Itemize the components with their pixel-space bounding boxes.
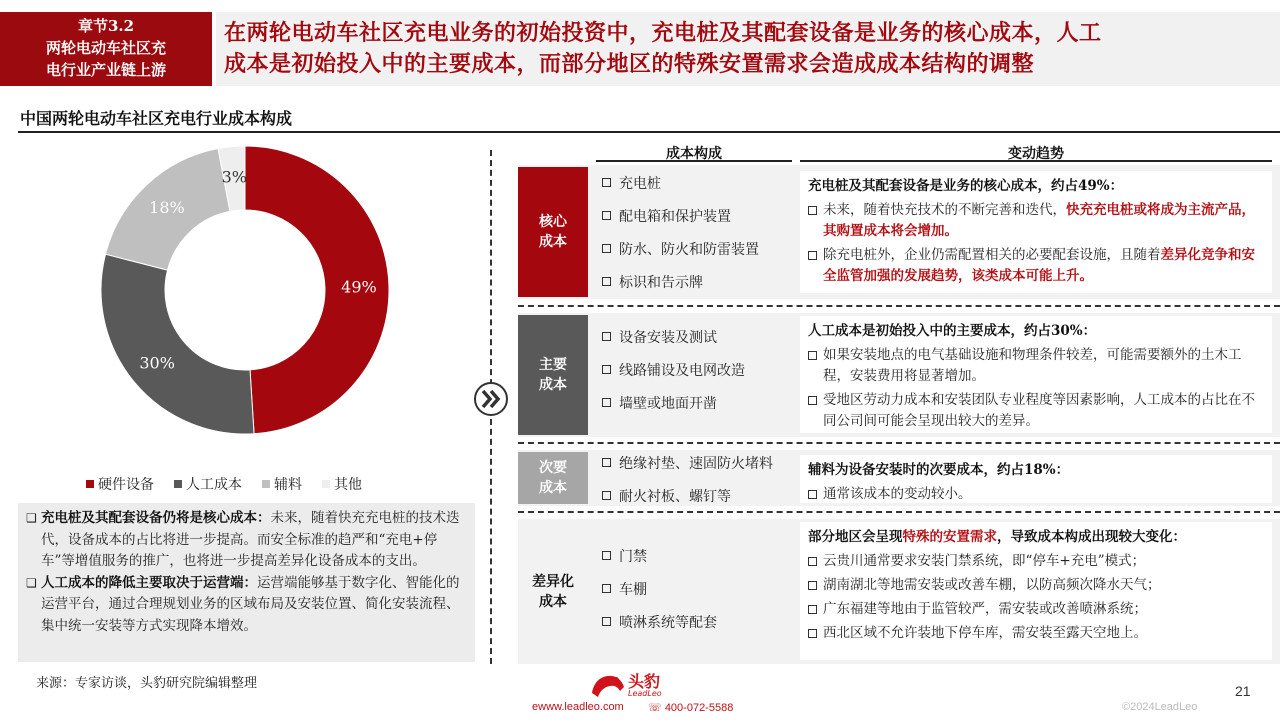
cost-item-label: 标识和告示牌 — [619, 274, 703, 291]
category-label: 成本 — [539, 593, 567, 610]
note-labor-bold: 人工成本的降低主要取决于运营端： — [41, 574, 257, 591]
trend-text: 云贵川通常要求安装门禁系统，即“停车+充电”模式； — [823, 553, 1146, 569]
trend-heading: 辅料为设备安装时的次要成本，约占18%： — [808, 462, 1070, 478]
cost-list-differentiated — [602, 539, 717, 638]
trend-text: 通常该成本的变动较小。 — [823, 486, 972, 502]
cost-list-secondary — [602, 446, 773, 512]
cost-item-label: 线路铺设及电网改造 — [619, 362, 745, 379]
checkbox-icon — [808, 490, 817, 499]
checkbox-icon — [808, 251, 817, 260]
cost-item-label: 配电箱和保护装置 — [619, 208, 731, 225]
chevron-shape — [476, 384, 506, 414]
category-label: 成本 — [539, 234, 567, 250]
legend-swatch-labor — [174, 480, 182, 488]
legend-label-other: 其他 — [334, 477, 362, 493]
category-main-cost — [518, 315, 588, 435]
list-item — [602, 166, 759, 199]
header-rule-trend — [800, 160, 1272, 162]
checkbox-icon — [808, 605, 817, 614]
checkbox-icon — [808, 557, 817, 566]
trend-heading-post: ，导致成本构成出现较大变化： — [997, 529, 1186, 545]
checkbox-icon — [808, 396, 817, 405]
trend-differentiated-cost — [800, 522, 1272, 660]
slice-hardware-label: 49% — [341, 277, 377, 297]
checkbox-icon — [602, 491, 611, 500]
cost-item-label: 设备安装及测试 — [619, 329, 717, 346]
brand-subtitle: LeadLeo — [628, 689, 662, 698]
trend-text: 除充电桩外，企业仍需配置相关的必要配套设施，且随着 — [823, 247, 1161, 263]
list-item — [602, 539, 717, 572]
checkbox-icon — [808, 581, 817, 590]
phone-text: 400-072-5588 — [664, 702, 734, 714]
list-item — [602, 446, 773, 479]
trend-bullet — [808, 345, 1264, 387]
trend-bullet — [808, 484, 1264, 505]
footer-phone — [648, 701, 733, 714]
chapter-title-line2: 电行业产业链上游 — [45, 61, 166, 79]
copyright: ©2024LeadLeo — [1122, 701, 1198, 713]
list-item — [602, 572, 717, 605]
checkbox-icon — [602, 178, 611, 187]
trend-heading: 充电桩及其配套设备是业务的核心成本，约占49%： — [808, 178, 1124, 194]
row-divider — [518, 305, 1280, 307]
legend-label-materials: 辅料 — [274, 477, 302, 493]
trend-heading: 人工成本是初始投入中的主要成本，约占30%： — [808, 323, 1097, 339]
trend-text: 受地区劳动力成本和安装团队专业程度等因素影响，人工成本的占比在不同公司间可能会呈现出较大的差异。 — [823, 392, 1255, 429]
list-item — [602, 386, 745, 419]
checkbox-icon — [602, 617, 611, 626]
brand-name: 头豹 — [628, 672, 661, 691]
cost-item-label: 喷淋系统等配套 — [619, 614, 717, 631]
section-title: 中国两轮电动车社区充电行业成本构成 — [20, 109, 293, 128]
category-label: 次要 — [539, 460, 567, 476]
legend-swatch-materials — [262, 480, 270, 488]
trend-heading — [808, 527, 1264, 548]
legend-label-hardware: 硬件设备 — [98, 477, 154, 493]
trend-secondary-cost — [800, 455, 1272, 503]
row-divider — [518, 442, 1280, 444]
header-cost-composition: 成本构成 — [666, 146, 722, 162]
row-divider — [518, 511, 1280, 513]
list-item — [602, 320, 745, 353]
category-differentiated-cost — [518, 521, 588, 662]
trend-main-cost — [800, 316, 1272, 433]
legend-swatch-other — [322, 480, 330, 488]
source-note: 来源：专家访谈，头豹研究院编辑整理 — [36, 676, 258, 691]
globe-icon: e — [532, 701, 539, 713]
cost-item-label: 充电桩 — [619, 175, 661, 192]
cost-list-main — [602, 320, 745, 419]
checkbox-icon — [808, 629, 817, 638]
trend-bullet — [808, 200, 1264, 242]
cost-item-label: 耐火衬板、螺钉等 — [619, 488, 731, 505]
slice-materials-label: 18% — [149, 197, 185, 217]
category-label: 核心 — [539, 214, 567, 230]
legend-label-labor: 人工成本 — [186, 477, 242, 493]
page-number: 21 — [1235, 683, 1251, 699]
note-labor-text: 运营端能够基于数字化、智能化的运营平台，通过合理规划业务的区域布局及安装位置、简化安装流程、集中统一安装等方式实现降本增效。 — [41, 574, 460, 634]
trend-heading-pre: 部分地区会呈现 — [808, 529, 903, 545]
checkbox-icon — [808, 351, 817, 360]
checkbox-icon — [602, 332, 611, 341]
checkbox-icon — [602, 277, 611, 286]
cost-list-core — [602, 166, 759, 298]
checkbox-icon — [808, 206, 817, 215]
category-label: 主要 — [539, 357, 567, 373]
chapter-title-line1: 两轮电动车社区充 — [45, 39, 166, 57]
cost-item-label: 车棚 — [619, 581, 647, 598]
legend-item-other — [322, 474, 362, 494]
list-item — [602, 232, 759, 265]
legend-item-hardware — [86, 474, 154, 494]
legend-swatch-hardware — [86, 480, 94, 488]
double-chevron-right-icon — [474, 382, 508, 416]
trend-text: 湖南湖北等地需安装或改善车棚，以防高频次降水天气； — [823, 577, 1161, 593]
trend-text: 未来，随着快充技术的不断完善和迭代， — [823, 202, 1066, 218]
cost-item-label: 绝缘衬垫、速固防火堵料 — [619, 455, 773, 472]
category-core-cost — [518, 167, 588, 297]
cost-item-label: 防水、防火和防雷装置 — [619, 241, 759, 258]
trend-highlight: 差异化竞争和安全监管加强的发展趋势，该类成本可能上升。 — [823, 247, 1255, 284]
slice-labor-label: 30% — [139, 353, 175, 373]
chapter-label: 章节3.2 — [77, 17, 135, 35]
category-label: 成本 — [539, 377, 567, 393]
website-text: www.leadleo.com — [538, 701, 624, 713]
category-secondary-cost — [518, 452, 588, 504]
list-item — [602, 199, 759, 232]
chart-legend — [86, 474, 362, 494]
checkbox-icon — [602, 458, 611, 467]
phone-icon: ☏ — [648, 702, 665, 714]
cost-item-label: 墙壁或地面开凿 — [619, 395, 717, 412]
trend-bullet — [808, 575, 1264, 596]
checkbox-icon — [602, 551, 611, 560]
header-rule-cost — [596, 160, 792, 162]
checkbox-icon — [602, 584, 611, 593]
note-core-text: 未来，随着快充充电桩的技术迭代，设备成本的占比将进一步提高。而安全标准的趋严和“充电+停车”等增值服务的推广，也将进一步提高差异化设备成本的支出。 — [41, 510, 460, 569]
slice-other-label: 3% — [221, 167, 247, 187]
checkbox-icon: ❑ — [26, 575, 37, 590]
checkbox-icon — [602, 365, 611, 374]
note-core-cost — [26, 508, 465, 573]
trend-text: 如果安装地点的电气基础设施和物理条件较差，可能需要额外的土木工程，安装费用将显著增加。 — [823, 347, 1242, 384]
chapter-box — [0, 12, 212, 86]
cost-item-label: 门禁 — [619, 548, 647, 565]
headline-line1: 在两轮电动车社区充电业务的初始投资中，充电桩及其配套设备是业务的核心成本，人工 — [224, 20, 1102, 46]
list-item — [602, 353, 745, 386]
list-item — [602, 605, 717, 638]
trend-bullet — [808, 599, 1264, 620]
checkbox-icon — [602, 398, 611, 407]
header-trend: 变动趋势 — [1008, 146, 1064, 162]
category-label: 成本 — [539, 480, 567, 496]
note-labor-cost — [26, 573, 465, 638]
note-core-bold: 充电桩及其配套设备仍将是核心成本： — [41, 510, 271, 526]
checkbox-icon — [602, 244, 611, 253]
legend-item-labor — [174, 474, 242, 494]
page-headline — [224, 18, 1274, 80]
list-item — [602, 479, 773, 512]
category-label: 差异化 — [532, 573, 574, 590]
list-item — [602, 265, 759, 298]
trend-core-cost — [800, 171, 1272, 293]
trend-text: 广东福建等地由于监管较严，需安装或改善喷淋系统； — [823, 601, 1147, 617]
trend-bullet — [808, 390, 1264, 432]
checkbox-icon: ❑ — [26, 511, 37, 525]
cost-donut-chart — [80, 145, 410, 445]
trend-bullet — [808, 551, 1264, 572]
trend-bullet — [808, 245, 1264, 287]
trend-bullet — [808, 623, 1264, 644]
trend-text: 西北区域不允许装地下停车库，需安装至露天空地上。 — [823, 625, 1147, 641]
trend-highlight: 特殊的安置需求 — [902, 529, 997, 545]
checkbox-icon — [602, 211, 611, 220]
section-rule — [18, 131, 1280, 133]
headline-line2: 成本是初始投入中的主要成本，而部分地区的特殊安置需求会造成成本结构的调整 — [224, 51, 1035, 77]
legend-item-materials — [262, 474, 302, 494]
slice-labor — [101, 254, 254, 434]
footer-website[interactable] — [532, 701, 624, 713]
notes-box — [18, 503, 475, 662]
trend-highlight: 快充充电桩或将成为主流产品，其购置成本将会增加。 — [823, 202, 1255, 239]
